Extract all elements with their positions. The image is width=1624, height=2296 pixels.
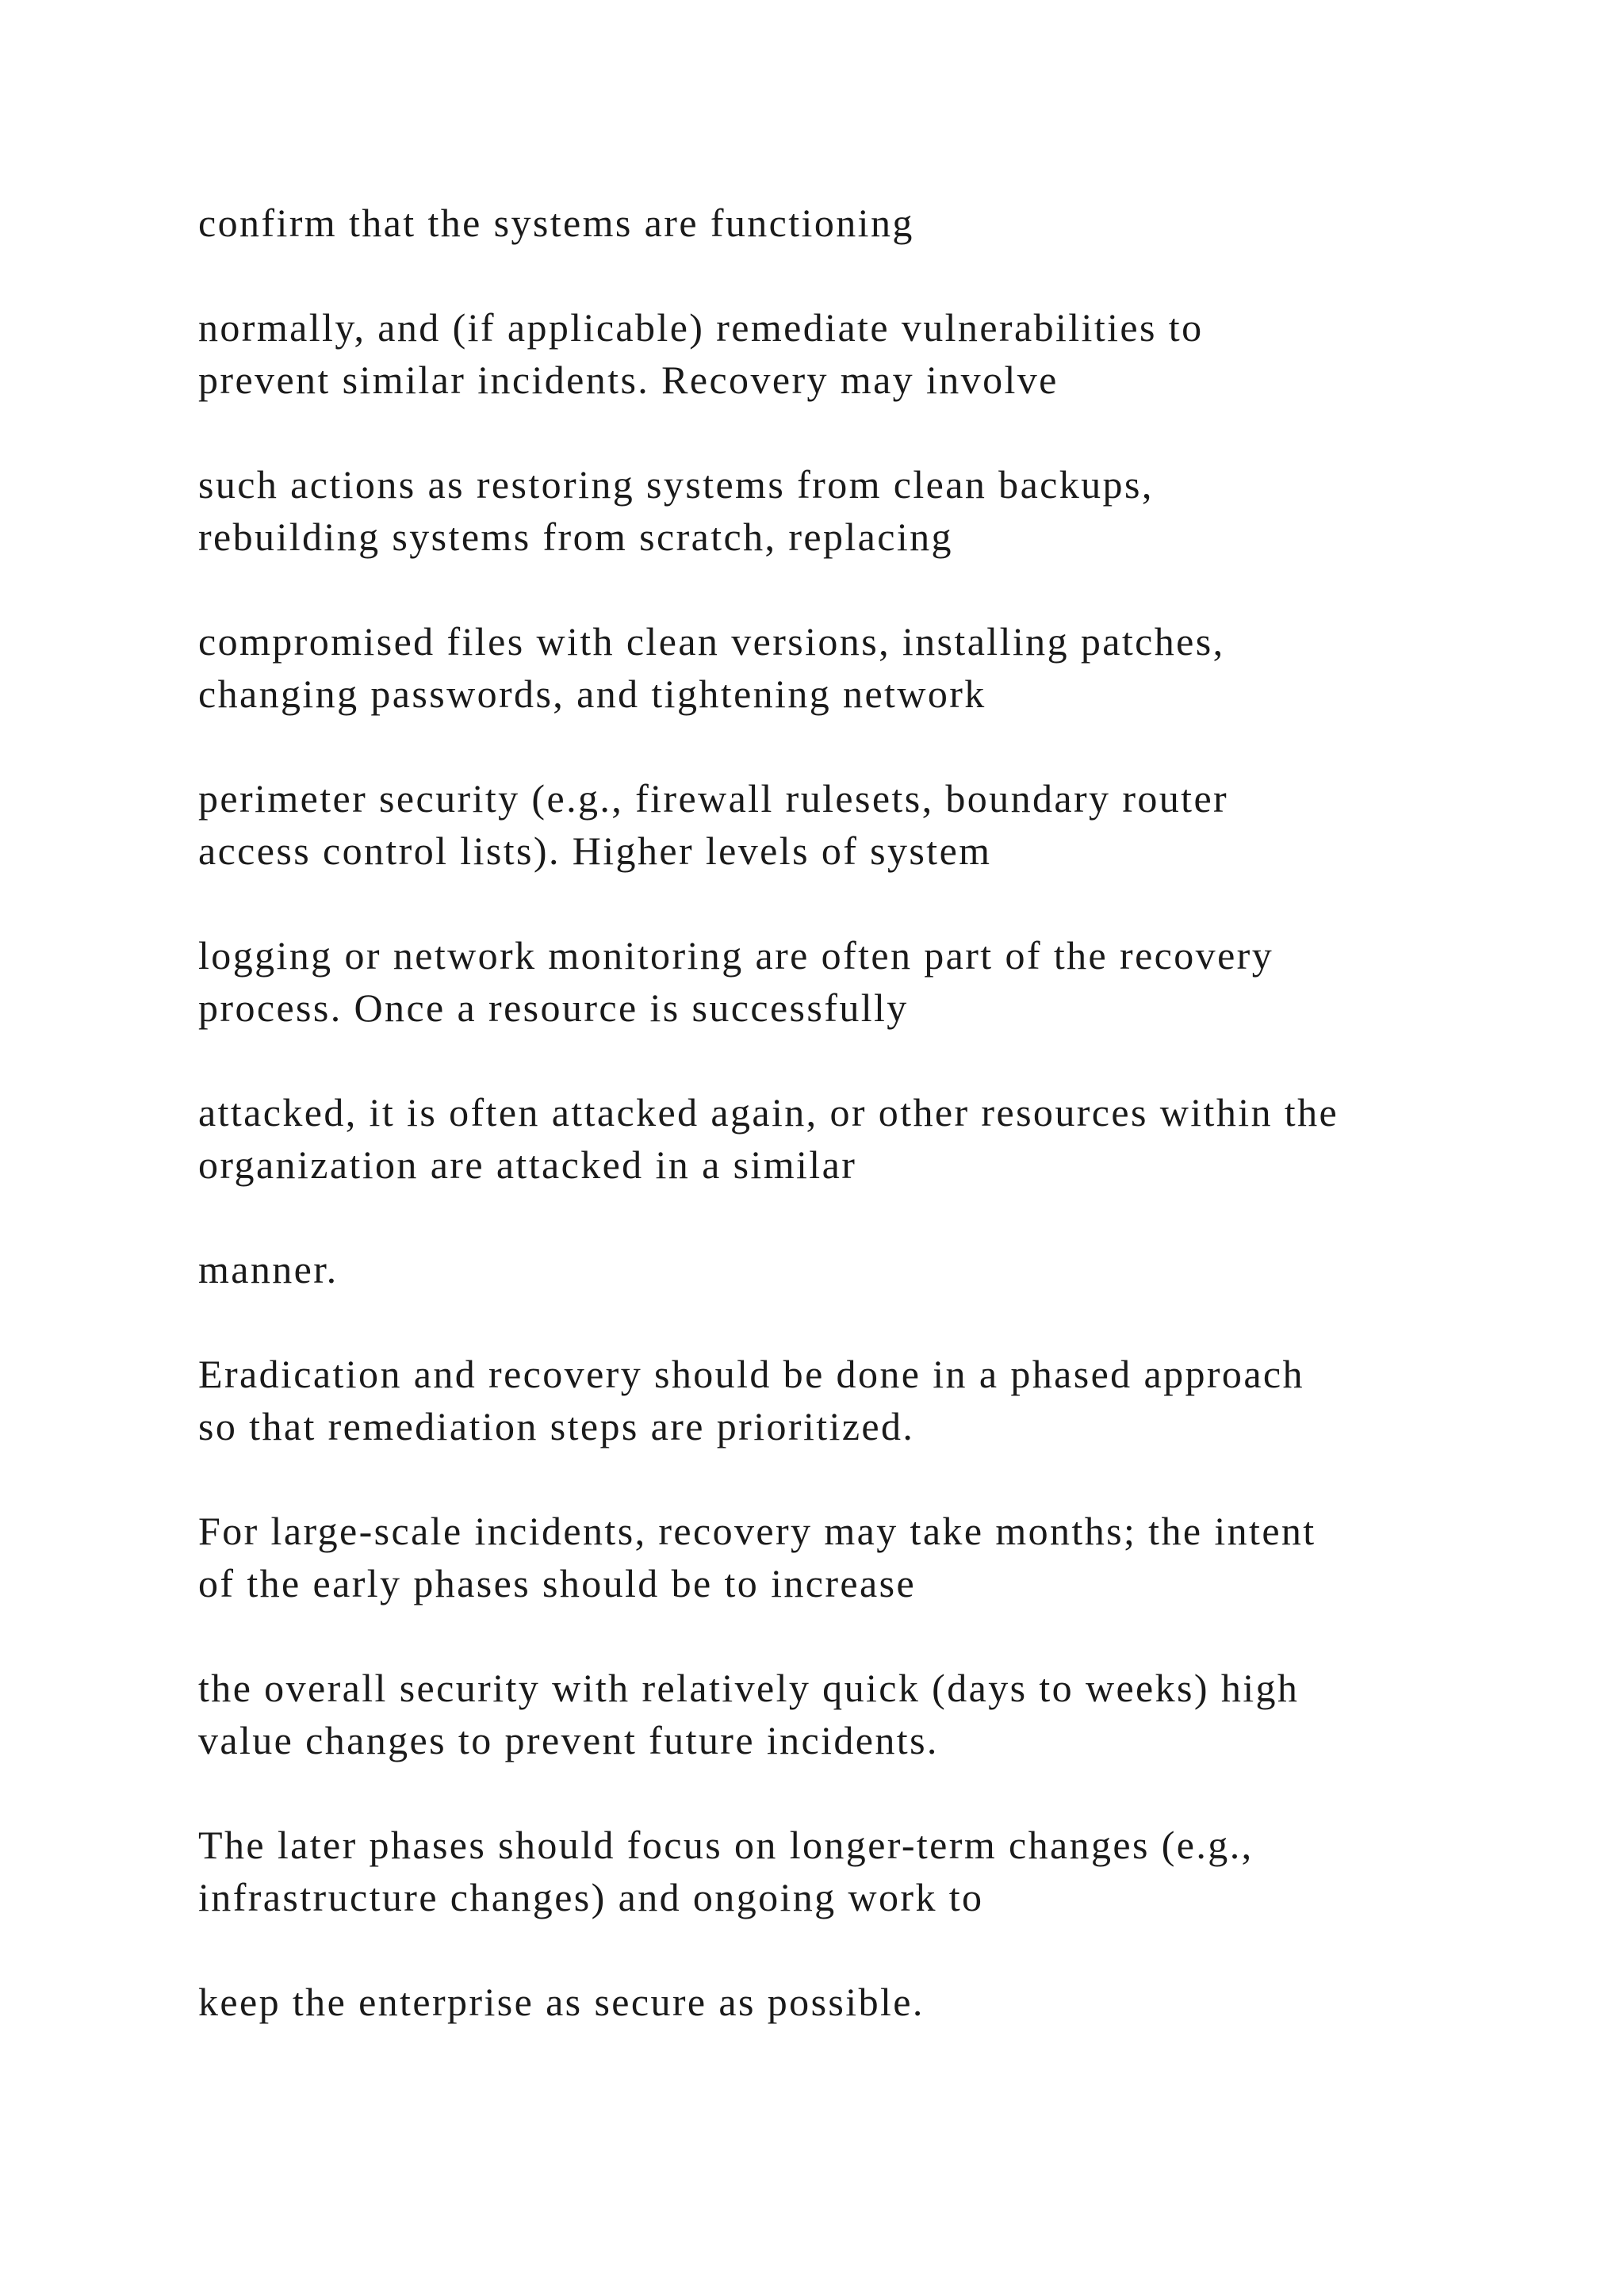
text-line: normally, and (if applicable) remediate vulnerabilities to (198, 305, 1204, 350)
text-line: logging or network monitoring are often part of the recovery (198, 933, 1274, 978)
paragraph-1 (198, 197, 1562, 249)
text-line: The later phases should focus on longer-term changes (e.g., (198, 1823, 1254, 1867)
text-line: process. Once a resource is successfully (198, 985, 909, 1030)
text-line: compromised files with clean versions, installing patches, (198, 619, 1225, 664)
text-line: prevent similar incidents. Recovery may involve (198, 358, 1059, 402)
paragraph-5 (198, 772, 1562, 877)
paragraph-4 (198, 615, 1562, 720)
text-line: of the early phases should be to increase (198, 1561, 917, 1605)
paragraph-3 (198, 458, 1562, 563)
text-line: so that remediation steps are prioritized. (198, 1404, 915, 1448)
text-line: rebuilding systems from scratch, replacing (198, 515, 953, 559)
text-line: confirm that the systems are functioning (198, 201, 914, 245)
paragraph-9 (198, 1348, 1562, 1452)
text-line: perimeter security (e.g., firewall rulesets, boundary router (198, 776, 1229, 821)
paragraph-12 (198, 1819, 1562, 1923)
text-line: For large-scale incidents, recovery may take months; the intent (198, 1509, 1316, 1553)
paragraph-6 (198, 929, 1562, 1034)
text-line: keep the enterprise as secure as possible. (198, 1980, 925, 2024)
text-line: Eradication and recovery should be done in a phased approach (198, 1352, 1304, 1396)
text-line: the overall security with relatively quick (days to weeks) high (198, 1666, 1300, 1710)
text-line: value changes to prevent future incidents. (198, 1718, 939, 1762)
text-line: infrastructure changes) and ongoing work to (198, 1875, 984, 1919)
document-body (198, 197, 1562, 2080)
text-line: changing passwords, and tightening network (198, 672, 986, 716)
paragraph-7 (198, 1086, 1562, 1191)
paragraph-13 (198, 1976, 1562, 2028)
paragraph-2 (198, 301, 1562, 406)
paragraph-11 (198, 1662, 1562, 1766)
text-line: manner. (198, 1247, 339, 1292)
text-line: such actions as restoring systems from clean backups, (198, 462, 1154, 507)
paragraph-8 (198, 1243, 1562, 1295)
text-line: organization are attacked in a similar (198, 1142, 857, 1187)
text-line: attacked, it is often attacked again, or other resources within the (198, 1090, 1339, 1135)
text-line: access control lists). Higher levels of system (198, 828, 992, 873)
paragraph-10 (198, 1505, 1562, 1609)
